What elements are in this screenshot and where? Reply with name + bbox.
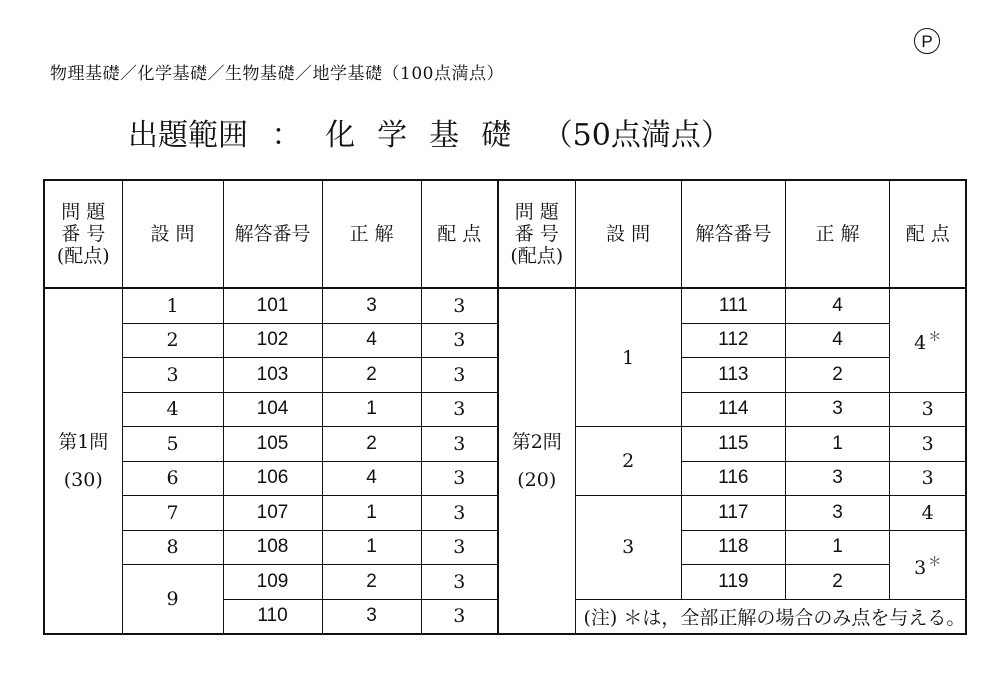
q2-score: (20) (517, 469, 557, 491)
header-sub-question-2: 設 問 (575, 180, 681, 288)
points: 3 (421, 392, 498, 427)
correct-answer: 1 (785, 427, 889, 462)
correct-answer: 1 (322, 496, 421, 531)
correct-answer: 1 (322, 530, 421, 565)
title-points: （50点満点） (542, 118, 731, 153)
points: 3 (890, 392, 967, 427)
answer-number: 101 (223, 288, 322, 323)
answer-number: 105 (223, 427, 322, 462)
answer-number: 111 (681, 288, 785, 323)
header-points: 配 点 (421, 180, 498, 288)
correct-answer: 2 (322, 565, 421, 600)
header-answer-no-2: 解答番号 (681, 180, 785, 288)
q2-label: 第2問 (511, 431, 562, 453)
correct-answer: 1 (322, 392, 421, 427)
header-question-no-line1: 問 題 (61, 201, 106, 223)
header-question-no-line3: (配点) (56, 245, 110, 267)
q1-label: 第1問 (58, 431, 109, 453)
points: 3 (421, 461, 498, 496)
header-sub-question: 設 問 (122, 180, 223, 288)
header-correct-2: 正 解 (785, 180, 889, 288)
header-question-no-2-line3: (配点) (510, 245, 564, 267)
header-row (44, 180, 966, 288)
answer-number: 119 (681, 565, 785, 600)
q1-sub: 7 (122, 496, 223, 531)
header-points-2: 配 点 (890, 180, 967, 288)
answer-number: 102 (223, 323, 322, 358)
answer-number: 112 (681, 323, 785, 358)
points: 3 (421, 496, 498, 531)
correct-answer: 3 (322, 288, 421, 323)
q1-sub: 3 (122, 358, 223, 393)
correct-answer: 2 (785, 358, 889, 393)
answer-number: 117 (681, 496, 785, 531)
q1-sub: 9 (122, 565, 223, 635)
answer-number: 116 (681, 461, 785, 496)
footnote: (注) ＊は，全部正解の場合のみ点を与える。 (575, 599, 966, 634)
points-group-b (890, 530, 967, 599)
q2-sub-3: 3 (575, 496, 681, 600)
q2-sub-1: 1 (575, 288, 681, 427)
title-subject: 化学基礎 (325, 118, 534, 153)
q1-label-cell (44, 288, 122, 634)
answer-number: 118 (681, 530, 785, 565)
correct-answer: 2 (322, 358, 421, 393)
answer-number: 108 (223, 530, 322, 565)
correct-answer: 3 (785, 392, 889, 427)
answer-number: 110 (223, 599, 322, 634)
points: 3 (421, 565, 498, 600)
points-group-a (890, 288, 967, 392)
points: 3 (421, 323, 498, 358)
points: 3 (421, 358, 498, 393)
correct-answer: 3 (785, 461, 889, 496)
answer-number: 104 (223, 392, 322, 427)
points-group-b-value: 3 (914, 556, 927, 579)
correct-answer: 4 (322, 461, 421, 496)
header-answer-no: 解答番号 (223, 180, 322, 288)
points: 4 (890, 496, 967, 531)
subjects-line: 物理基礎／化学基礎／生物基礎／地学基礎（100点満点） (50, 64, 504, 84)
header-question-no-2-line2: 番 号 (514, 223, 559, 245)
p-mark: P (914, 28, 940, 54)
q1-sub: 4 (122, 392, 223, 427)
q1-sub: 5 (122, 427, 223, 462)
page-title (128, 110, 731, 154)
answer-number: 103 (223, 358, 322, 393)
title-colon: ： (271, 118, 302, 153)
star-mark: ＊ (928, 554, 942, 570)
answer-number: 106 (223, 461, 322, 496)
points: 3 (421, 530, 498, 565)
points: 3 (421, 599, 498, 634)
answer-table (43, 179, 967, 635)
header-question-no-2-line1: 問 題 (514, 201, 559, 223)
points-group-a-value: 4 (914, 332, 927, 355)
q2-label-cell (498, 288, 575, 634)
answer-number: 109 (223, 565, 322, 600)
correct-answer: 3 (785, 496, 889, 531)
table-row (44, 288, 966, 323)
header-question-no-line2: 番 号 (61, 223, 106, 245)
correct-answer: 4 (322, 323, 421, 358)
q1-sub: 2 (122, 323, 223, 358)
correct-answer: 2 (322, 427, 421, 462)
star-mark: ＊ (928, 330, 942, 346)
q1-sub: 8 (122, 530, 223, 565)
answer-number: 113 (681, 358, 785, 393)
points: 3 (890, 427, 967, 462)
header-question-no (44, 180, 122, 288)
q1-sub: 6 (122, 461, 223, 496)
correct-answer: 4 (785, 288, 889, 323)
title-prefix: 出題範囲 (128, 118, 248, 153)
correct-answer: 2 (785, 565, 889, 600)
points: 3 (421, 288, 498, 323)
correct-answer: 3 (322, 599, 421, 634)
q1-sub: 1 (122, 288, 223, 323)
answer-number: 114 (681, 392, 785, 427)
q1-score: (30) (63, 469, 103, 491)
points: 3 (421, 427, 498, 462)
header-question-no-2 (498, 180, 575, 288)
answer-number: 115 (681, 427, 785, 462)
answer-number: 107 (223, 496, 322, 531)
correct-answer: 4 (785, 323, 889, 358)
header-correct: 正 解 (322, 180, 421, 288)
correct-answer: 1 (785, 530, 889, 565)
q2-sub-2: 2 (575, 427, 681, 496)
points: 3 (890, 461, 967, 496)
